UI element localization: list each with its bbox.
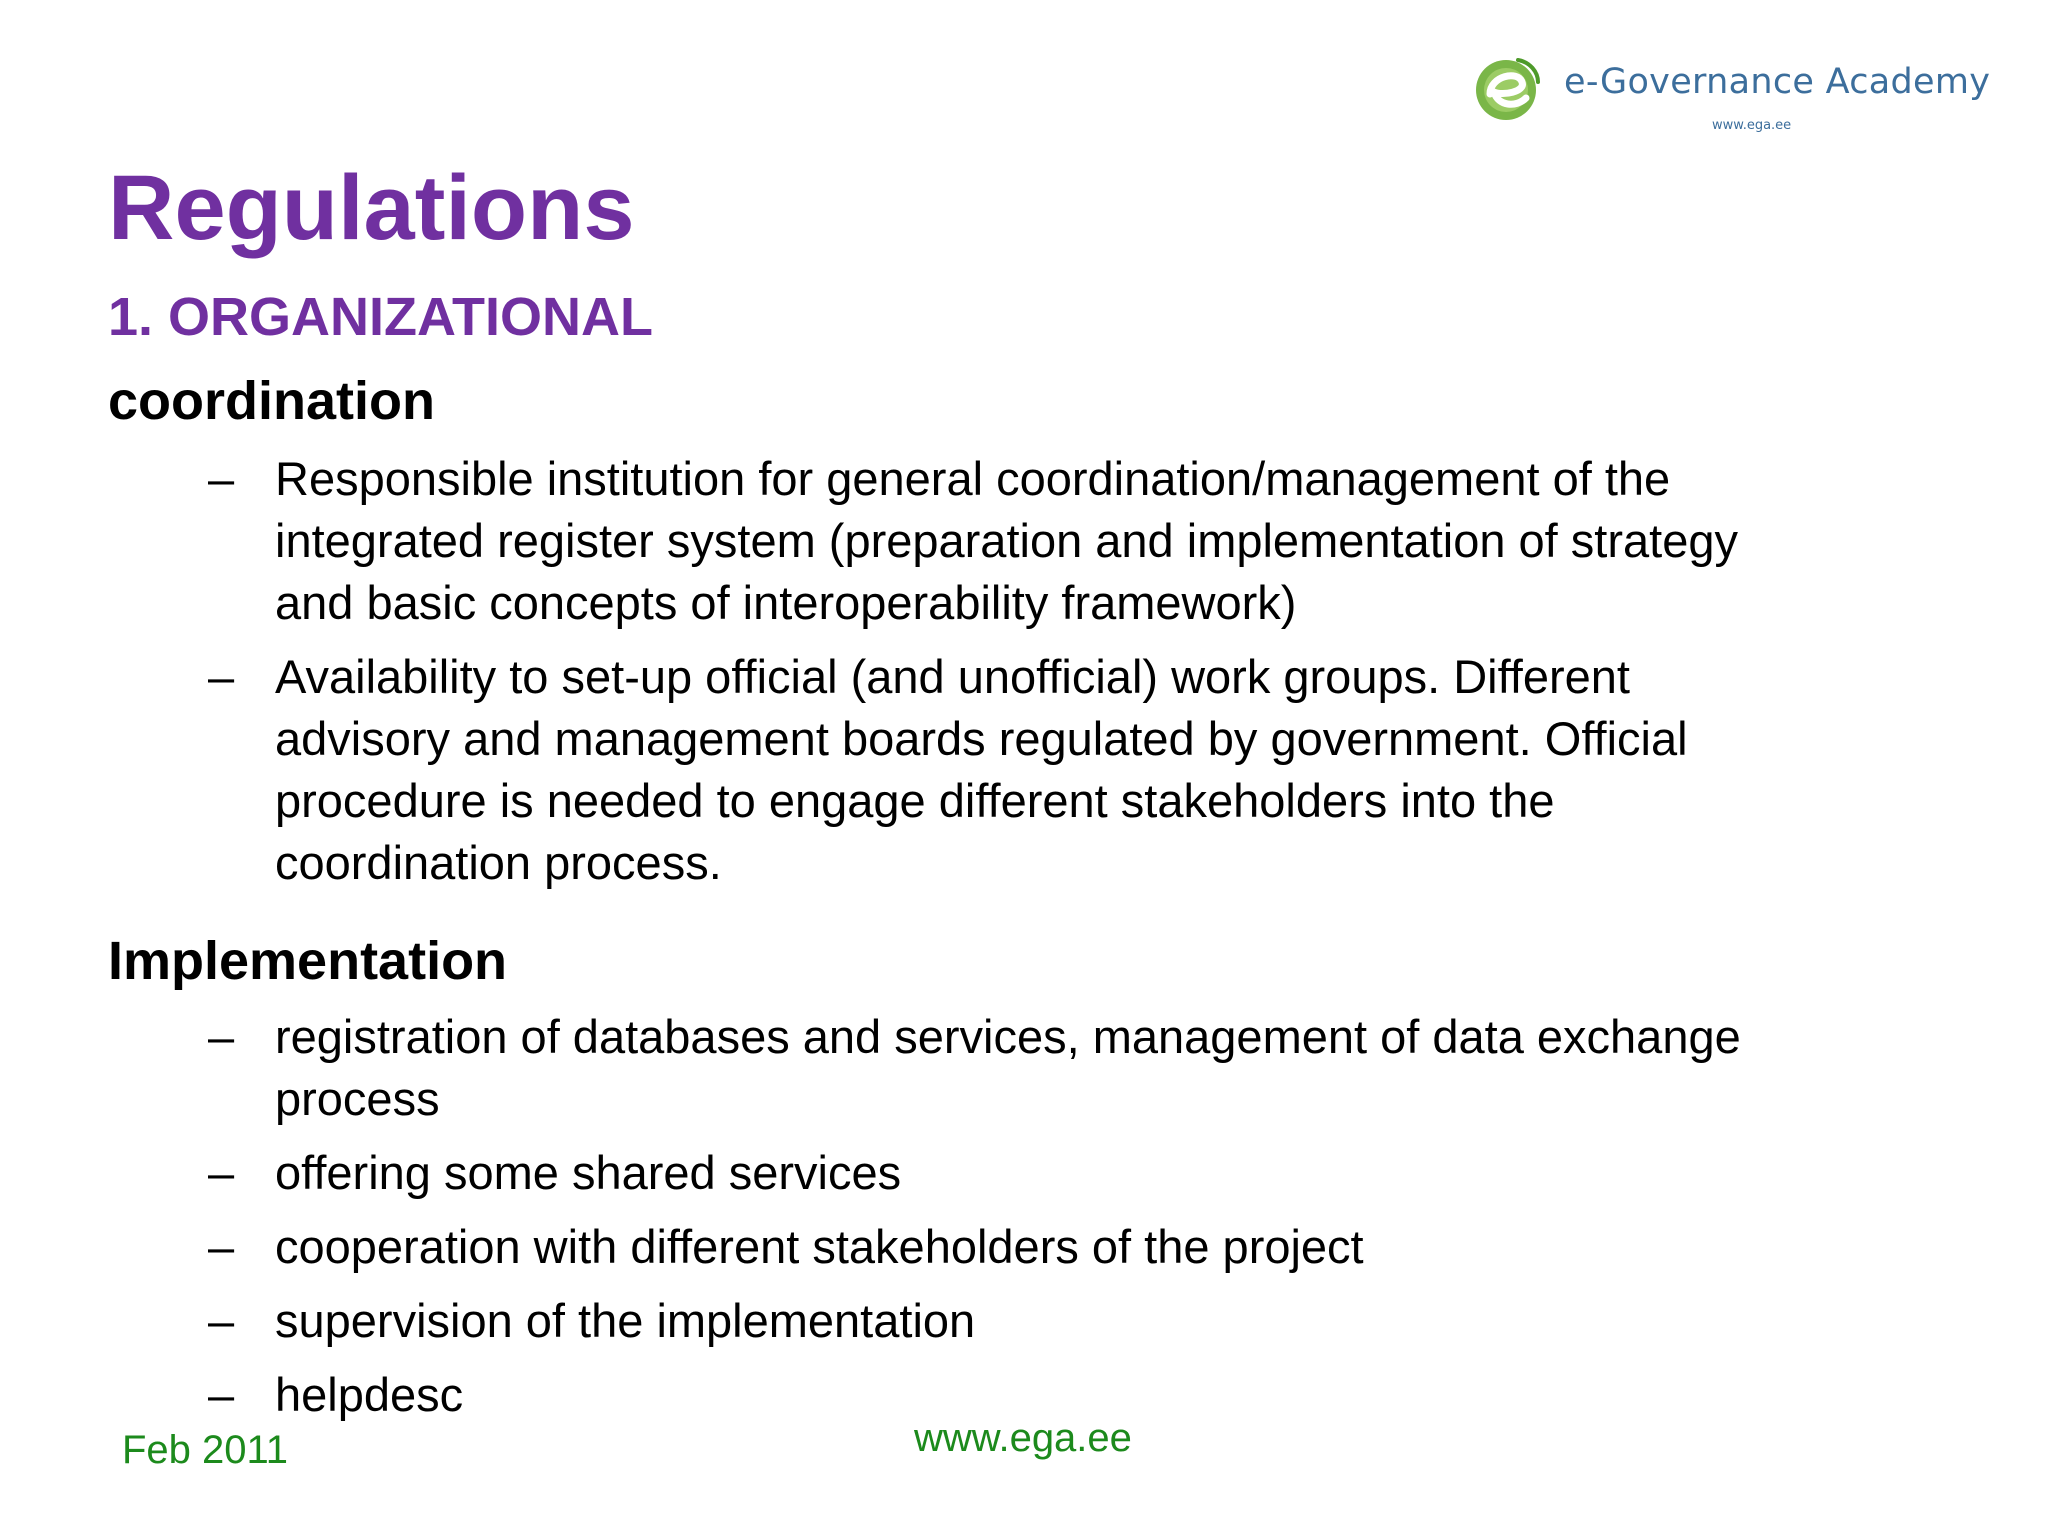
list-item bbox=[0, 1142, 1760, 1204]
bullet-text: cooperation with different stakeholders of the project bbox=[275, 1220, 1364, 1273]
coordination-bullet-list bbox=[0, 448, 1760, 906]
list-item bbox=[0, 1364, 1760, 1426]
list-item bbox=[0, 1216, 1760, 1278]
bullet-text: helpdesc bbox=[275, 1368, 464, 1421]
logo-url: www.ega.ee bbox=[1712, 118, 1792, 133]
section-heading-implementation: Implementation bbox=[108, 931, 508, 991]
bullet-dash: – bbox=[208, 1010, 235, 1063]
page-subtitle: 1. ORGANIZATIONAL bbox=[108, 287, 653, 347]
bullet-dash: – bbox=[208, 1220, 235, 1273]
bullet-text: Availability to set-up official (and unofficial) work groups. Different advisory and management boards regulated by government. Official procedure is needed to engage different stakeholders into the coordination process. bbox=[275, 650, 1688, 889]
bullet-text: registration of databases and services, management of data exchange process bbox=[275, 1010, 1741, 1125]
section-heading-coordination: coordination bbox=[108, 371, 435, 431]
footer-url[interactable]: www.ega.ee bbox=[914, 1416, 1132, 1460]
bullet-dash: – bbox=[208, 452, 235, 505]
ega-logo bbox=[1472, 52, 1992, 142]
bullet-dash: – bbox=[208, 1146, 235, 1199]
footer-date: Feb 2011 bbox=[122, 1428, 289, 1472]
bullet-dash: – bbox=[208, 1368, 235, 1421]
list-item bbox=[0, 646, 1760, 894]
e-logo-icon bbox=[1472, 52, 1544, 124]
bullet-text: offering some shared services bbox=[275, 1146, 902, 1199]
list-item bbox=[0, 1006, 1760, 1130]
list-item bbox=[0, 1290, 1760, 1352]
implementation-bullet-list bbox=[0, 1006, 1760, 1438]
bullet-text: Responsible institution for general coordination/management of the integrated register system (preparation and implementation of strategy and basic concepts of interoperability framework) bbox=[275, 452, 1738, 629]
page-title: Regulations bbox=[108, 157, 635, 259]
logo-name: e-Governance Academy bbox=[1564, 62, 1991, 102]
bullet-dash: – bbox=[208, 1294, 235, 1347]
bullet-text: supervision of the implementation bbox=[275, 1294, 976, 1347]
list-item bbox=[0, 448, 1760, 634]
bullet-dash: – bbox=[208, 650, 235, 703]
